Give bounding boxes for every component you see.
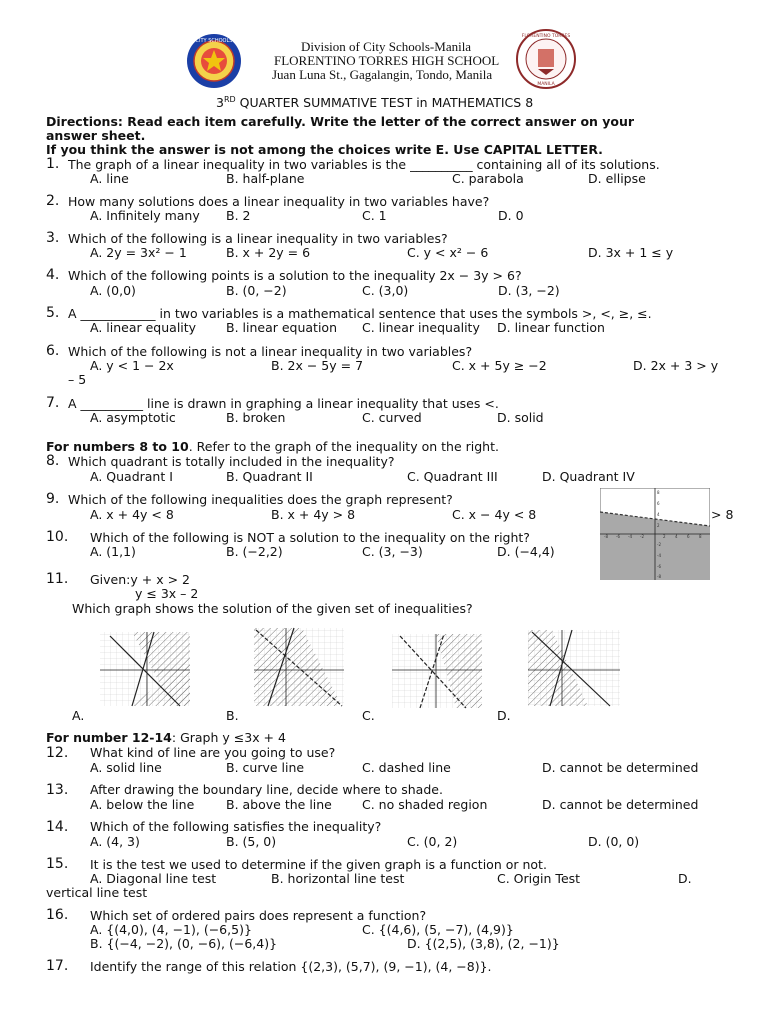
q6-choice-d-continued: – 5 (68, 372, 87, 387)
q11-choice-d: D. (497, 708, 511, 723)
svg-text:-8: -8 (657, 574, 661, 579)
svg-text:-4: -4 (657, 553, 661, 558)
q16-text: Which set of ordered pairs does represent a function? (90, 908, 427, 923)
svg-text:CITY SCHOOLS: CITY SCHOOLS (195, 38, 233, 44)
q13-number: 13. (46, 782, 69, 798)
right-seal (516, 29, 576, 89)
q3-choice-d: D. 3x + 1 ≤ y (588, 245, 674, 260)
q1-choice-b: B. half-plane (226, 171, 305, 186)
q4-choice-c: C. (3,0) (362, 283, 409, 298)
svg-text:2: 2 (657, 523, 660, 528)
q8-choice-c: C. Quadrant III (407, 469, 498, 484)
q12-choice-d: D. cannot be determined (542, 760, 699, 775)
q8-choice-a: A. Quadrant I (90, 469, 173, 484)
q9-choice-d: > 8 (711, 507, 734, 522)
q3-number: 3. (46, 230, 60, 246)
q7-choice-b: B. broken (226, 410, 286, 425)
directions-line3: If you think the answer is not among the choices write E. Use CAPITAL LETTER. (46, 142, 603, 157)
q16-choice-a: A. {(4,0), (4, −1), (−6,5)} (90, 922, 252, 937)
q11-text: Which graph shows the solution of the given set of inequalities? (72, 601, 473, 616)
q7-choice-c: C. curved (362, 410, 422, 425)
q13-choice-c: C. no shaded region (362, 797, 488, 812)
q3-choice-a: A. 2y = 3x² − 1 (90, 245, 187, 260)
directions-line2: answer sheet. (46, 128, 146, 143)
q12-choice-c: C. dashed line (362, 760, 451, 775)
q1-text: The graph of a linear inequality in two variables is the __________ containing all of its solutions. (68, 157, 660, 172)
q4-choice-d: D. (3, −2) (498, 283, 560, 298)
q15-choice-d: D. (678, 871, 692, 886)
q17-number: 17. (46, 958, 69, 974)
q5-choice-a: A. linear equality (90, 320, 197, 335)
section-8-10-heading: For numbers 8 to 10. Refer to the graph of the inequality on the right. (46, 439, 499, 454)
q10-choice-c: C. (3, −3) (362, 544, 423, 559)
q8-text: Which quadrant is totally included in the inequality? (68, 454, 395, 469)
q12-number: 12. (46, 745, 69, 761)
svg-text:2: 2 (663, 534, 666, 539)
q2-choice-b: B. 2 (226, 208, 251, 223)
svg-text:-2: -2 (640, 534, 644, 539)
q15-choice-b: B. horizontal line test (271, 871, 405, 886)
q13-choice-b: B. above the line (226, 797, 332, 812)
q17-text: Identify the range of this relation {(2,3), (5,7), (9, −1), (4, −8)}. (90, 959, 492, 974)
q14-choice-b: B. (5, 0) (226, 834, 277, 849)
q7-text: A __________ line is drawn in graphing a linear inequality that uses <. (68, 396, 499, 411)
q14-choice-a: A. (4, 3) (90, 834, 140, 849)
q1-choice-c: C. parabola (452, 171, 524, 186)
q6-text: Which of the following is not a linear inequality in two variables? (68, 344, 473, 359)
q11-choice-b: B. (226, 708, 239, 723)
q15-choice-a: A. Diagonal line test (90, 871, 217, 886)
test-title: 3RD QUARTER SUMMATIVE TEST in MATHEMATICS 8 (216, 95, 534, 111)
q6-choice-b: B. 2x − 5y = 7 (271, 358, 364, 373)
q8-choice-d: D. Quadrant IV (542, 469, 635, 484)
q9-number: 9. (46, 491, 60, 507)
q8-number: 8. (46, 453, 60, 469)
q14-choice-c: C. (0, 2) (407, 834, 458, 849)
q11-choice-a: A. (72, 708, 85, 723)
q3-choice-b: B. x + 2y = 6 (226, 245, 311, 260)
directions-line1: Directions: Read each item carefully. Write the letter of the correct answer on your (46, 114, 635, 129)
q9-choice-c: C. x − 4y < 8 (452, 507, 537, 522)
section-12-14-heading: For number 12-14: Graph y ≤3x + 4 (46, 730, 286, 745)
svg-text:4: 4 (657, 512, 660, 517)
q15-choice-c: C. Origin Test (497, 871, 581, 886)
header-address: Juan Luna St., Gagalangin, Tondo, Manila (272, 67, 493, 82)
q13-choice-a: A. below the line (90, 797, 195, 812)
q4-text: Which of the following points is a solution to the inequality 2x − 3y > 6? (68, 268, 522, 283)
svg-text:-6: -6 (616, 534, 620, 539)
header-division: Division of City Schools-Manila (301, 39, 472, 54)
q10-text: Which of the following is NOT a solution to the inequality on the right? (90, 530, 530, 545)
q11-graph-a (92, 628, 196, 710)
q4-number: 4. (46, 267, 60, 283)
q3-text: Which of the following is a linear inequality in two variables? (68, 231, 448, 246)
svg-text:-6: -6 (657, 564, 661, 569)
q11-given-1: Given:y + x > 2 (90, 572, 190, 587)
q1-number: 1. (46, 156, 60, 172)
q6-choice-d: D. 2x + 3 > y (633, 358, 719, 373)
q5-choice-d: D. linear function (497, 320, 605, 335)
q11-graph-d (522, 626, 626, 710)
q6-choice-a: A. y < 1 − 2x (90, 358, 174, 373)
q5-choice-c: C. linear inequality (362, 320, 480, 335)
inequality-graph-8-10 (600, 488, 710, 580)
q14-number: 14. (46, 819, 69, 835)
svg-text:4: 4 (675, 534, 678, 539)
q5-choice-b: B. linear equation (226, 320, 338, 335)
svg-text:-8: -8 (604, 534, 608, 539)
svg-text:MANILA: MANILA (537, 82, 555, 87)
q15-text: It is the test we used to determine if the given graph is a function or not. (90, 857, 547, 872)
q10-number: 10. (46, 529, 69, 545)
q4-choice-a: A. (0,0) (90, 283, 136, 298)
q15-number: 15. (46, 856, 69, 872)
svg-text:6: 6 (687, 534, 690, 539)
q11-given-2: y ≤ 3x – 2 (135, 586, 199, 601)
q15-choice-d-continued: vertical line test (46, 885, 148, 900)
q10-choice-a: A. (1,1) (90, 544, 136, 559)
svg-text:8: 8 (699, 534, 702, 539)
svg-text:6: 6 (657, 501, 660, 506)
q11-number: 11. (46, 571, 69, 587)
q11-graph-c (386, 630, 486, 710)
q6-number: 6. (46, 343, 60, 359)
q16-choice-d: D. {(2,5), (3,8), (2, −1)} (407, 936, 560, 951)
q7-number: 7. (46, 395, 60, 411)
svg-text:-4: -4 (628, 534, 632, 539)
q6-choice-c: C. x + 5y ≥ −2 (452, 358, 547, 373)
q10-choice-d: D. (−4,4) (497, 544, 555, 559)
q11-choice-c: C. (362, 708, 375, 723)
q12-choice-b: B. curve line (226, 760, 305, 775)
q5-number: 5. (46, 305, 60, 321)
q9-choice-a: A. x + 4y < 8 (90, 507, 174, 522)
q12-choice-a: A. solid line (90, 760, 162, 775)
q1-choice-d: D. ellipse (588, 171, 646, 186)
q2-number: 2. (46, 193, 60, 209)
q16-choice-b: B. {(−4, −2), (0, −6), (−6,4)} (90, 936, 278, 951)
header-school: FLORENTINO TORRES HIGH SCHOOL (274, 53, 500, 68)
q9-choice-b: B. x + 4y > 8 (271, 507, 356, 522)
q2-choice-a: A. Infinitely many (90, 208, 200, 223)
q16-number: 16. (46, 907, 69, 923)
q2-text: How many solutions does a linear inequality in two variables have? (68, 194, 490, 209)
q8-choice-b: B. Quadrant II (226, 469, 313, 484)
q12-text: What kind of line are you going to use? (90, 745, 336, 760)
q1-choice-a: A. line (90, 171, 129, 186)
q13-text: After drawing the boundary line, decide where to shade. (90, 782, 443, 797)
q9-text: Which of the following inequalities does the graph represent? (68, 492, 453, 507)
q7-choice-d: D. solid (497, 410, 544, 425)
svg-text:8: 8 (657, 490, 660, 495)
q2-choice-c: C. 1 (362, 208, 387, 223)
q4-choice-b: B. (0, −2) (226, 283, 287, 298)
q14-text: Which of the following satisfies the inequality? (90, 819, 382, 834)
left-seal (186, 33, 242, 89)
q7-choice-a: A. asymptotic (90, 410, 176, 425)
q3-choice-c: C. y < x² − 6 (407, 245, 489, 260)
q10-choice-b: B. (−2,2) (226, 544, 283, 559)
q16-choice-c: C. {(4,6), (5, −7), (4,9)} (362, 922, 514, 937)
q14-choice-d: D. (0, 0) (588, 834, 640, 849)
svg-text:FLORENTINO TORRES: FLORENTINO TORRES (521, 34, 571, 39)
q2-choice-d: D. 0 (498, 208, 524, 223)
svg-text:-2: -2 (657, 542, 661, 547)
q13-choice-d: D. cannot be determined (542, 797, 699, 812)
q5-text: A ____________ in two variables is a mathematical sentence that uses the symbols >, <, ≥, ≤. (68, 306, 652, 321)
q11-graph-b (246, 624, 350, 710)
